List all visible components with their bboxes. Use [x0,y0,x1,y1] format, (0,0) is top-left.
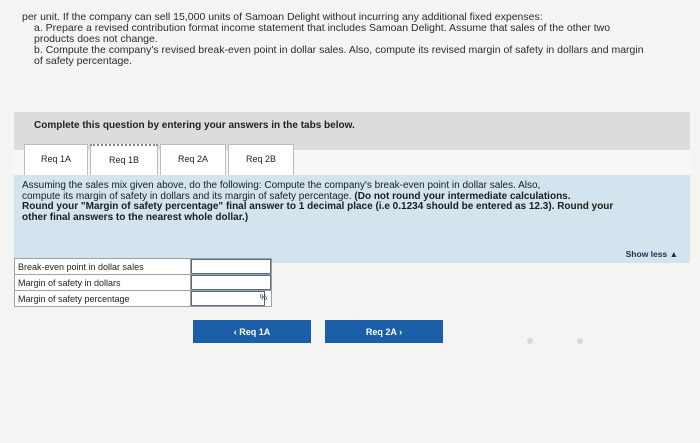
row-label: Break-even point in dollar sales [15,259,191,275]
tab-req-2b[interactable]: Req 2B [228,144,294,175]
instructions-panel [14,175,690,263]
question-line: products does not change. [34,33,158,45]
next-req-2a-button[interactable]: Req 2A › [325,320,443,343]
prev-req-1a-button[interactable]: ‹ Req 1A [193,320,311,343]
answer-table [14,258,272,307]
instructions-line: Assuming the sales mix given above, do the following: Compute the company's break-even point in dollar sales. Also, [22,180,541,191]
tab-req-1a[interactable]: Req 1A [24,144,88,175]
decorative-dot [527,338,533,344]
table-row [15,275,272,291]
decorative-dot [577,338,583,344]
show-less-link[interactable]: Show less ▲ [625,249,678,259]
margin-dollars-input[interactable] [191,275,271,290]
margin-percent-input[interactable] [191,291,265,306]
table-row [15,291,272,307]
instructions-note: (Do not round your intermediate calculations. [351,190,571,202]
banner-text: Complete this question by entering your answers in the tabs below. [34,120,355,131]
instructions-note: other final answers to the nearest whole dollar.) [22,211,249,223]
question-line: per unit. If the company can sell 15,000 units of Samoan Delight without incurring any additional fixed expenses: [22,11,543,23]
question-text [22,12,692,67]
percent-suffix: % [259,293,267,302]
instructions-text [22,181,647,223]
question-line: a. Prepare a revised contribution format income statement that includes Samoan Delight. Assume that sales of the other two [34,22,611,34]
table-row [15,259,272,275]
instructions-line: compute its margin of safety in dollars and its margin of safety percentage. [22,190,352,202]
tab-req-1b[interactable]: Req 1B [90,144,158,175]
question-line: of safety percentage. [34,55,133,67]
instructions-note: Round your "Margin of safety percentage" final answer to 1 decimal place (i.e 0.1234 should be entered as 12.3). Round your [22,201,614,212]
tab-req-2a[interactable]: Req 2A [160,144,226,175]
break-even-input[interactable] [191,259,271,274]
row-label: Margin of safety percentage [15,291,191,307]
row-label: Margin of safety in dollars [15,275,191,291]
question-line: b. Compute the company's revised break-even point in dollar sales. Also, compute its revised margin of safety in dollars and margin [34,44,644,56]
